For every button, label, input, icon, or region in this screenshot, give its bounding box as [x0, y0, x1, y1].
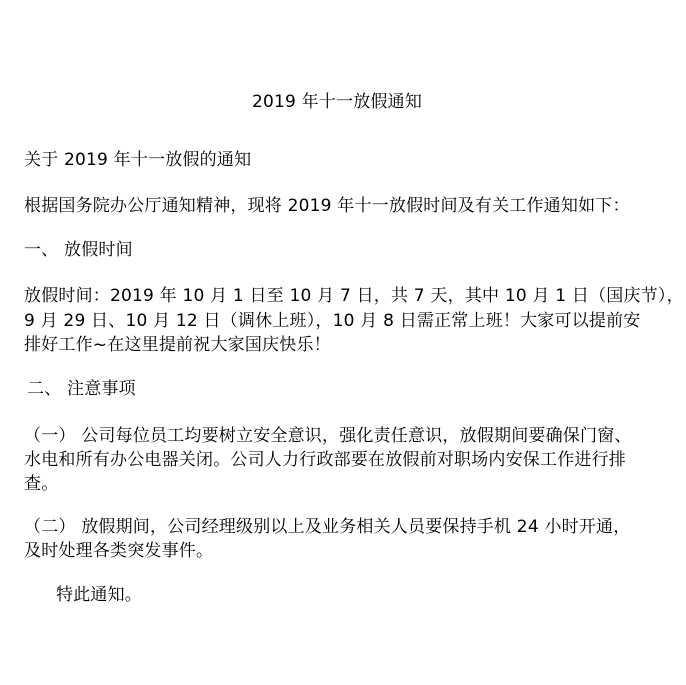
- intro-paragraph: 根据国务院办公厅通知精神，现将 2019 年十一放假时间及有关工作通知如下：: [24, 196, 630, 216]
- document-title: 2019 年十一放假通知: [252, 92, 423, 112]
- notes-item-1-line-2: 水电和所有办公电器关闭。公司人力行政部要在放假前对职场内安保工作进行排: [24, 450, 626, 470]
- notes-item-1-line-3: 查。: [24, 474, 59, 494]
- section-heading-notes: 二、 注意事项: [27, 379, 136, 399]
- holiday-time-line-3: 排好工作~在这里提前祝大家国庆快乐！: [24, 335, 331, 355]
- notes-item-1-line-1: （一） 公司每位员工均要树立安全意识，强化责任意识，放假期间要确保门窗、: [24, 426, 632, 446]
- holiday-time-line-2: 9 月 29 日、10 月 12 日（调休上班），10 月 8 日需正常上班！大家可以提前安: [24, 311, 641, 331]
- notes-item-2-line-1: （二） 放假期间，公司经理级别以上及业务相关人员要保持手机 24 小时开通，: [24, 517, 631, 537]
- holiday-time-line-1: 放假时间：2019 年 10 月 1 日至 10 月 7 日，共 7 天，其中 10 月 1 日（国庆节），: [24, 286, 684, 306]
- closing-text: 特此通知。: [56, 585, 142, 605]
- section-heading-holiday-time: 一、 放假时间: [24, 240, 133, 260]
- notes-item-2-line-2: 及时处理各类突发事件。: [24, 541, 214, 561]
- document-subject: 关于 2019 年十一放假的通知: [24, 150, 252, 170]
